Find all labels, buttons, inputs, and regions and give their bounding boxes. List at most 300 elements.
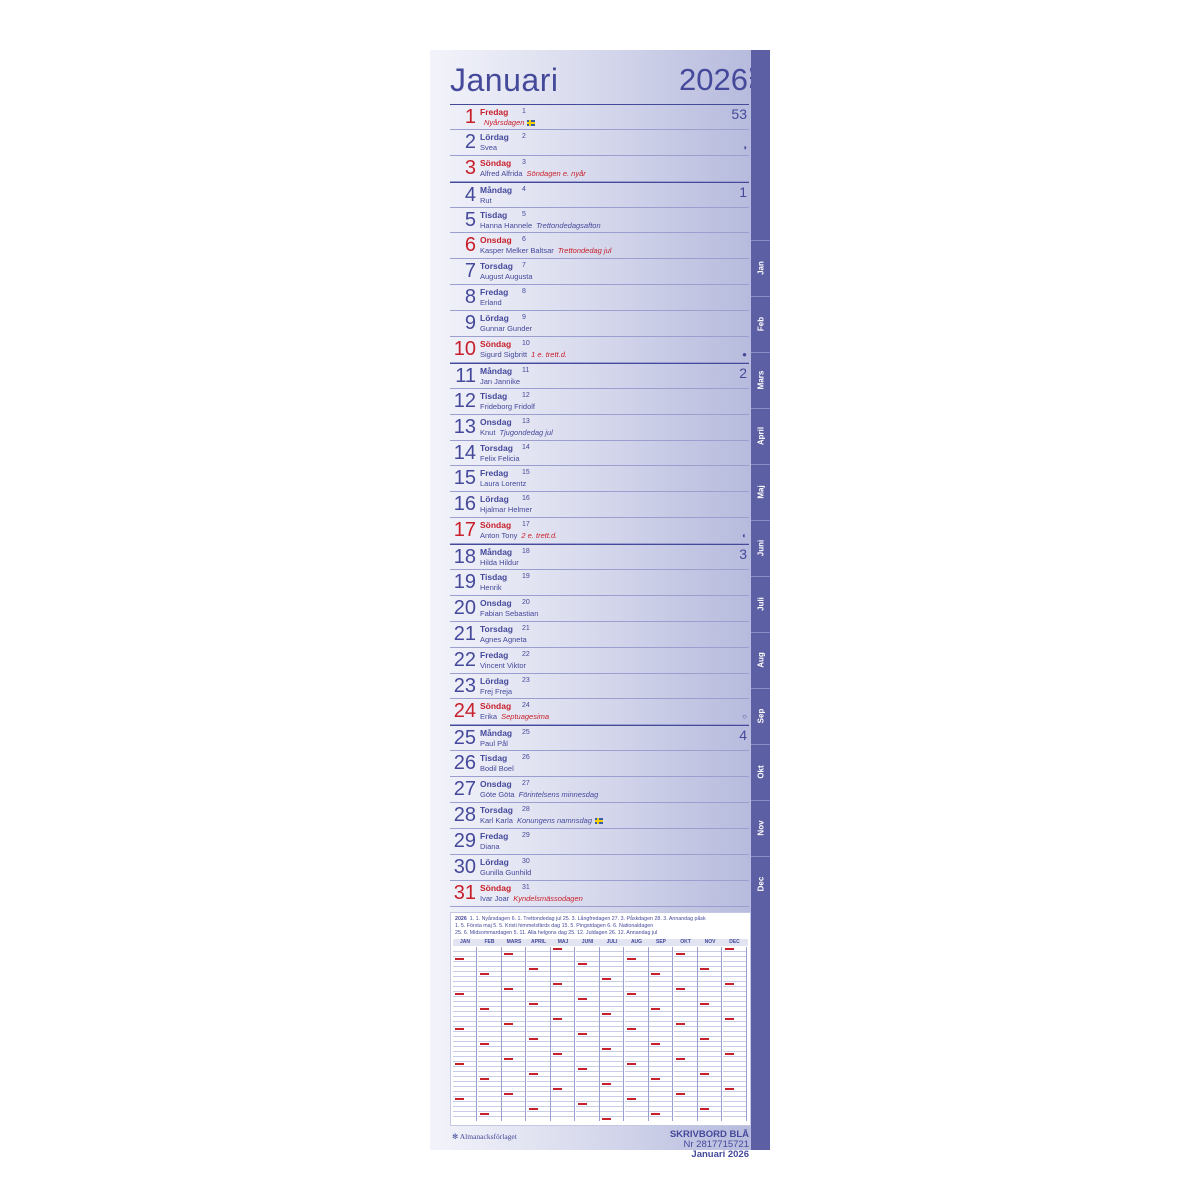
day-note: Trettondedag jul [557,246,612,256]
day-number: 5 [464,208,476,231]
month-tab-okt[interactable] [751,744,770,800]
holidays-line-2: 1. 5. Första maj 5. 5. Kristi himmelsfärds dag 15. 5. Pingstdagen 6. 6. Nationaldagen [455,923,654,929]
weekday-label: Måndag [480,728,513,739]
overview-month-label: APRIL [531,939,546,945]
overview-year: 2026 [455,916,467,922]
name-day [480,661,526,670]
name-day [480,169,586,178]
overview-sunday-mark [676,1058,685,1060]
day-of-year: 4 [522,185,526,193]
overview-sunday-mark [455,1098,464,1100]
overview-sunday-mark [455,1028,464,1030]
month-tab-divider [751,240,770,241]
day-note: Nyårsdagen [484,118,525,127]
month-tab-aug[interactable] [751,632,770,688]
overview-sunday-mark [529,1003,538,1005]
overview-month-column [600,947,624,1121]
weekday-label: Söndag [480,339,512,350]
overview-sunday-mark [602,978,611,980]
day-row [450,233,749,259]
day-of-year: 31 [522,883,530,891]
month-tab-juni[interactable] [751,520,770,576]
overview-sunday-mark [676,953,685,955]
overview-month-label: JAN [459,939,470,945]
week-number: 1 [739,183,747,200]
overview-month-column [674,947,698,1121]
day-number: 28 [453,804,476,827]
overview-sunday-mark [700,1003,709,1005]
name-day-names: Knut [480,427,496,437]
weekday-label: Fredag [480,468,509,479]
weekday-label: Lördag [480,313,509,324]
overview-sunday-mark [651,973,660,975]
weekday-label: Torsdag [480,442,513,453]
day-note: Kyndelsmässodagen [513,893,583,903]
day-number: 8 [464,286,476,309]
name-day [480,842,500,851]
weekday-label: Onsdag [480,416,512,427]
swedish-flag-icon [527,120,535,126]
name-day-names: Bodil Boel [480,764,514,774]
month-tab-feb[interactable] [751,296,770,352]
day-note: Söndagen e. nyår [526,168,586,178]
weekday-label: Tisdag [480,209,508,220]
name-day-names: Agnes Agneta [480,634,527,644]
month-tab-divider [751,576,770,577]
day-row [450,674,749,700]
day-row [450,596,749,622]
day-of-year: 27 [522,780,530,788]
week-number: 2 [739,364,747,381]
name-day-names: Hjalmar Helmer [480,505,533,515]
weekday-label: Onsdag [480,235,512,246]
day-row [450,285,749,311]
publisher-name: ✻ Almanacksförlaget [452,1132,517,1141]
overview-sunday-mark [578,1033,587,1035]
month-tab-divider [751,296,770,297]
day-number: 30 [453,855,476,878]
day-row [450,803,749,829]
name-day [480,324,532,333]
overview-sunday-mark [504,953,513,955]
overview-sunday-mark [578,1103,587,1105]
day-number: 14 [453,441,476,464]
overview-sunday-mark [553,1088,562,1090]
name-day-names: Frej Freja [480,686,513,696]
name-day [480,894,583,903]
weekday-label: Söndag [480,520,512,531]
day-number: 3 [464,156,476,179]
overview-month-label: DEC [729,939,740,945]
weekday-label: Lördag [480,494,509,505]
weekday-label: Fredag [480,830,509,841]
month-tab-label: Juni [756,539,765,557]
overview-month-column [649,947,673,1121]
day-row [450,544,749,570]
overview-sunday-mark [676,1023,685,1025]
overview-sunday-mark [553,948,562,950]
month-tab-divider [751,688,770,689]
day-number: 26 [453,752,476,775]
day-of-year: 30 [522,857,530,865]
day-of-year: 10 [522,340,530,348]
day-of-year: 7 [522,262,526,270]
day-number: 17 [453,519,476,542]
overview-sunday-mark [725,1018,734,1020]
month-tab-dec[interactable] [751,856,770,912]
name-day-names: Erland [480,298,502,308]
holidays-line-1: 1. 1. Nyårsdagen 6. 1. Trettondedag jul 25. 3. Långfredagen 27. 3. Påskdagen 28. 3. Annandag påsk [469,916,706,922]
day-of-year: 9 [522,314,526,322]
day-number: 10 [453,338,476,361]
overview-sunday-mark [455,993,464,995]
name-day [480,246,611,255]
month-tab-divider [751,800,770,801]
day-number: 15 [453,467,476,490]
month-tab-sep[interactable] [751,688,770,744]
overview-sunday-mark [529,1038,538,1040]
product-info [660,1130,749,1160]
day-number: 31 [453,881,476,904]
day-of-year: 13 [522,417,530,425]
product-name: SKRIVBORD BLÅ [669,1129,749,1140]
moon-phase-icon: ◐ [742,531,747,541]
day-number: 16 [453,493,476,516]
day-number: 27 [453,778,476,801]
day-of-year: 5 [522,210,526,218]
month-tab-label: Feb [756,316,765,332]
overview-sunday-mark [480,1078,489,1080]
weekday-label: Lördag [480,856,509,867]
overview-sunday-mark [700,1073,709,1075]
name-day-names: Frideborg Fridolf [480,401,536,411]
name-day [480,687,512,696]
month-tab-mars[interactable] [751,352,770,408]
month-tab-label: April [756,426,765,446]
day-of-year: 20 [522,598,530,606]
calendar-sheet [430,50,770,1160]
day-note: Tjugondedag jul [499,427,553,437]
month-tab-label: Jan [756,261,765,275]
day-number: 2 [464,130,476,153]
weekday-label: Torsdag [480,805,513,816]
overview-sunday-mark [602,1083,611,1085]
overview-sunday-mark [725,1088,734,1090]
day-row [450,311,749,337]
overview-sunday-mark [480,1008,489,1010]
day-row [450,208,749,234]
day-row [450,130,749,156]
name-day [480,712,549,721]
day-of-year: 16 [522,495,530,503]
overview-sunday-mark [578,998,587,1000]
overview-month-label: MARS [506,939,522,945]
day-row [450,570,749,596]
name-day-names: Alfred Alfrida [480,168,523,178]
name-day-names: Felix Felicia [480,453,520,463]
day-row [450,725,749,751]
day-number: 9 [464,312,476,335]
day-number: 7 [464,260,476,283]
month-tab-label: Okt [756,765,765,779]
name-day [480,272,533,281]
overview-sunday-mark [651,1113,660,1115]
month-tab-nov[interactable] [751,800,770,856]
name-day-names: Kasper Melker Baltsar [480,246,554,256]
moon-phase-icon: ● [742,350,747,360]
day-of-year: 26 [522,754,530,762]
overview-month-label: SEP [655,939,666,945]
overview-month-column [502,947,526,1121]
weekday-label: Måndag [480,184,513,195]
name-day-names: Sigurd Sigbritt [480,350,528,360]
overview-sunday-mark [504,1093,513,1095]
name-day-names: Diana [480,841,500,851]
name-day-names: Anton Tony [480,531,518,541]
name-day [480,221,601,230]
day-row [450,156,749,182]
overview-sunday-mark [676,1093,685,1095]
weekday-label: Måndag [480,365,513,376]
day-note: Konungens namnsdag [516,816,592,826]
overview-sunday-mark [553,983,562,985]
day-row [450,389,749,415]
name-day-names: Hilda Hildur [480,558,519,568]
day-number: 1 [464,106,476,128]
moon-phase-icon: ○ [742,712,747,722]
name-day [480,868,531,877]
day-of-year: 1 [522,108,526,115]
month-tab-label: Maj [756,485,765,499]
year-overview [450,912,751,1126]
year-title: 2026 [679,62,748,97]
overview-sunday-mark [602,1048,611,1050]
weekday-label: Torsdag [480,261,513,272]
name-day [480,350,567,359]
day-of-year: 18 [522,548,530,556]
day-number: 13 [453,415,476,438]
name-day-names: Jan Jannike [480,376,521,386]
overview-sunday-mark [455,958,464,960]
day-number: 18 [453,546,476,569]
name-day [480,402,535,411]
swedish-flag-icon [595,818,603,824]
month-tab-label: Juli [756,597,765,611]
month-tab-divider [751,352,770,353]
day-row [450,518,749,544]
overview-sunday-mark [504,1023,513,1025]
name-day [480,505,532,514]
overview-month-label: NOV [704,939,716,945]
overview-month-label: MAJ [557,939,569,945]
week-number: 53 [731,106,747,122]
day-of-year: 29 [522,831,530,839]
day-of-year: 24 [522,702,530,710]
title-row [430,50,752,102]
overview-sunday-mark [529,1108,538,1110]
day-number: 21 [453,622,476,645]
name-day [480,196,492,205]
overview-month-column [698,947,722,1121]
overview-month-column [576,947,600,1121]
day-of-year: 23 [522,676,530,684]
overview-month-column [478,947,502,1121]
name-day [480,790,598,799]
weekday-label: Söndag [480,701,512,712]
overview-sunday-mark [627,1028,636,1030]
overview-sunday-mark [529,1073,538,1075]
month-tab-divider [751,632,770,633]
overview-sunday-mark [578,963,587,965]
overview-sunday-mark [725,1053,734,1055]
name-day-names: Rut [480,195,492,205]
day-row [450,415,749,441]
day-number: 29 [453,829,476,852]
day-list [450,104,749,907]
overview-sunday-mark [651,1043,660,1045]
overview-sunday-mark [504,988,513,990]
moon-phase-icon: ◑ [742,142,747,152]
name-day [480,531,557,540]
month-tab-maj[interactable] [751,464,770,520]
overview-sunday-mark [651,1008,660,1010]
month-tab-juli[interactable] [751,576,770,632]
weekday-label: Tisdag [480,390,508,401]
day-row [450,492,749,518]
day-number: 11 [455,364,476,387]
overview-sunday-mark [627,958,636,960]
overview-sunday-mark [553,1053,562,1055]
overview-sunday-mark [602,1118,611,1120]
overview-month-column [527,947,551,1121]
name-day [480,377,520,386]
name-day [480,764,514,773]
name-day-names: Paul Pål [480,739,508,749]
name-day-names: Erika [480,712,498,722]
publisher-mark-icon: ✻ [452,1132,460,1141]
weekday-label: Söndag [480,882,512,893]
overview-sunday-mark [651,1078,660,1080]
day-number: 22 [453,648,476,671]
day-of-year: 12 [522,391,530,399]
day-row [450,622,749,648]
name-day [480,454,520,463]
name-day [480,428,553,437]
month-tab-divider [751,856,770,857]
weekday-label: Måndag [480,547,513,558]
day-of-year: 22 [522,650,530,658]
overview-month-header [453,939,748,946]
weekday-label: Söndag [480,157,512,168]
overview-month-label: JULI [606,939,618,945]
day-row [450,777,749,803]
weekday-label: Fredag [480,649,509,660]
overview-sunday-mark [480,1113,489,1115]
weekday-label: Onsdag [480,779,512,790]
day-row [450,259,749,285]
day-row [450,751,749,777]
day-note: 1 e. trett.d. [531,350,567,360]
overview-month-label: OKT [680,939,691,945]
month-tab-divider [751,744,770,745]
overview-sunday-mark [480,1043,489,1045]
overview-month-label: JUNI [581,939,594,945]
overview-sunday-mark [529,968,538,970]
month-tab-jan[interactable] [751,240,770,296]
overview-sunday-mark [455,1063,464,1065]
overview-sunday-mark [578,1068,587,1070]
name-day [480,635,527,644]
overview-sunday-mark [725,983,734,985]
overview-sunday-mark [700,1108,709,1110]
product-number: Nr 2817715721 [683,1139,749,1150]
overview-sunday-mark [627,993,636,995]
overview-sunday-mark [602,1013,611,1015]
day-row [450,648,749,674]
day-of-year: 8 [522,288,526,296]
day-row [450,881,749,907]
name-day-names: Vincent Viktor [480,660,526,670]
name-day-names: Svea [480,142,498,152]
overview-sunday-mark [676,988,685,990]
month-tab-divider [751,520,770,521]
weekday-label: Fredag [480,107,509,117]
month-tab-strip [751,50,770,1150]
day-number: 6 [464,234,476,257]
day-number: 24 [453,700,476,723]
day-of-year: 3 [522,158,526,166]
overview-month-column [453,947,477,1121]
day-row [450,466,749,492]
day-row [450,829,749,855]
overview-month-column [551,947,575,1121]
day-of-year: 19 [522,573,530,581]
name-day-names: Fabian Sebastian [480,608,539,618]
weekday-label: Onsdag [480,597,512,608]
name-day [480,118,535,127]
month-tab-label: Mars [756,370,765,390]
weekday-label: Lördag [480,131,509,142]
overview-month-label: FEB [484,939,495,945]
month-title: Januari [450,62,559,98]
holidays-line-3: 25. 6. Midsommardagen 5. 11. Alla helgons dag 25. 12. Juldagen 26. 12. Annandag jul [455,930,658,936]
day-number: 20 [453,596,476,619]
name-day [480,298,502,307]
name-day-names: Ivar Joar [480,893,510,903]
day-of-year: 28 [522,806,530,814]
name-day [480,739,508,748]
overview-sunday-mark [700,968,709,970]
week-number: 3 [739,546,747,563]
day-row [450,855,749,881]
day-row [450,441,749,467]
name-day-names: Henrik [480,583,502,593]
overview-sunday-mark [627,1063,636,1065]
month-tab-divider [751,464,770,465]
day-note: Septuagesima [501,712,550,722]
weekday-label: Fredag [480,287,509,298]
name-day [480,558,519,567]
holiday-list [455,916,747,937]
day-number: 19 [453,571,476,594]
month-tab-label: Nov [756,820,765,836]
day-number: 12 [453,389,476,412]
month-tab-april[interactable] [751,408,770,464]
day-note: Trettondedagsafton [536,220,601,230]
month-tab-label: Dec [756,876,765,892]
weekday-label: Lördag [480,675,509,686]
overview-month-column [723,947,747,1121]
